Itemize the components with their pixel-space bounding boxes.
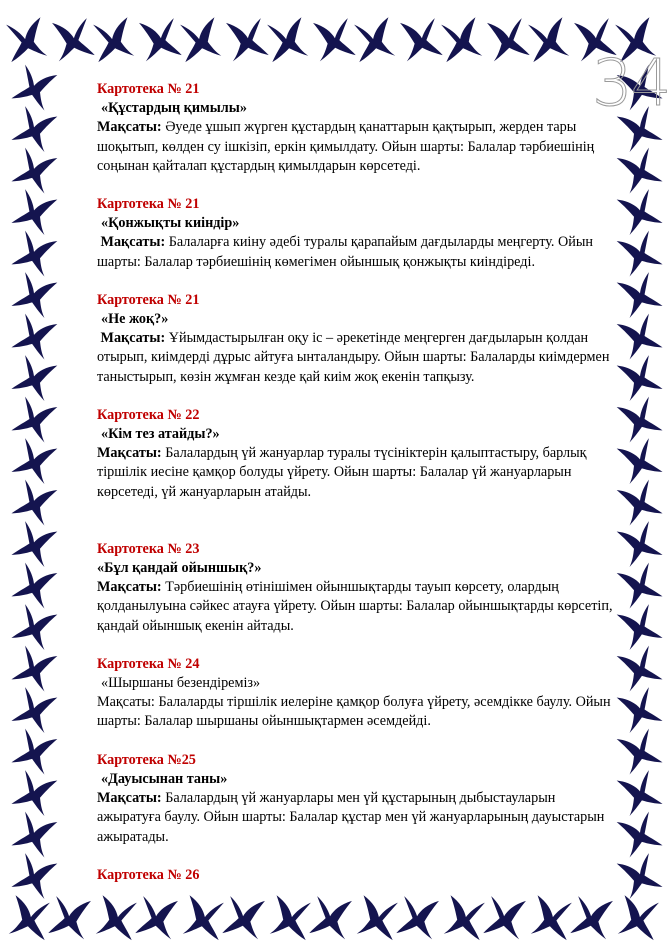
game-name: «Құстардың қимылы» (101, 100, 247, 117)
swallow-icon (617, 188, 663, 235)
swallow-icon (11, 644, 57, 691)
swallow-icon (9, 895, 52, 940)
goal-label: Мақсаты: (100, 234, 166, 251)
goal-label: Мақсаты: (97, 694, 155, 711)
goal-text: Ұйымдастырылған оқу іс – әрекетінде меңгерген дағдыларын қолдан отырып, киімдерді дұрыс айтуға ынталандыру. Ойын шарты: Балаларды киімдермен таныстырып, көзін жұмған кезде қай киім жоқ екенін тапқызу. (97, 330, 610, 385)
swallow-icon (617, 686, 663, 733)
card-title: Картотека № 21 (97, 81, 200, 97)
swallow-icon (617, 520, 663, 567)
card-title: Картотека № 21 (97, 196, 200, 213)
swallow-icon (531, 895, 574, 940)
card-description (97, 444, 617, 502)
swallow-icon (11, 727, 57, 774)
card-title: Картотека №25 (97, 751, 196, 768)
swallow-icon (570, 895, 613, 940)
goal-text: Әуеде ұшып жүрген құстардың қанаттарын қақтырып, жерден тары шоқытып, көлден су ішкізіп, еркін қимылдату. Ойын шарты: Балалар тәрбиешінің соңынан қайталап құстардың қимылдарын көрсетеді. (97, 119, 595, 174)
swallow-icon (183, 895, 226, 940)
swallow-icon (11, 312, 57, 359)
card-entry (97, 291, 617, 387)
goal-label: Мақсаты: (97, 119, 162, 136)
swallow-icon (11, 271, 57, 318)
card-description (97, 789, 617, 847)
card-entry (97, 80, 617, 176)
swallow-icon (353, 17, 396, 62)
card-description (97, 329, 617, 387)
card-title: Картотека № 21 (97, 291, 200, 308)
swallow-icon (309, 895, 352, 940)
swallow-icon (11, 603, 57, 650)
swallow-icon (5, 17, 48, 62)
card-entry (97, 195, 617, 272)
swallow-icon (11, 437, 57, 484)
swallow-icon (139, 17, 182, 62)
card-entry (97, 655, 617, 732)
card-title: Картотека № 24 (97, 655, 200, 672)
swallow-icon (11, 63, 57, 110)
swallow-icon (11, 478, 57, 525)
card-entry (97, 751, 617, 847)
swallow-icon (617, 312, 663, 359)
swallow-icon (617, 644, 663, 691)
swallow-icon (527, 17, 570, 62)
game-name: «Кім тез атайды?» (101, 426, 220, 443)
swallow-icon (226, 17, 269, 62)
swallow-icon (440, 17, 483, 62)
goal-text: Балаларға киіну әдебі туралы қарапайым дағдыларды меңгерту. Ойын шарты: Балалар тәрбиешінің көмегімен ойыншық қонжықты киіндіреді. (97, 234, 593, 270)
swallow-icon (222, 895, 265, 940)
swallow-icon (617, 437, 663, 484)
goal-label: Мақсаты: (100, 330, 166, 347)
game-name: «Қонжықты киіндір» (101, 215, 240, 232)
card-list (97, 80, 617, 885)
card-title: Картотека № 26 (97, 866, 200, 883)
swallow-icon (617, 810, 663, 857)
goal-text: Балаларды тіршілік иелеріне қамқор болуға үйрету, әсемдікке баулу. Ойын шарты: Балалар шыршаны ойыншықтармен әсемдейді. (97, 694, 611, 730)
game-name: «Бұл қандай ойыншық?» (97, 560, 262, 577)
card-entry (97, 540, 617, 636)
swallow-icon (11, 354, 57, 401)
swallow-icon (617, 769, 663, 816)
swallow-icon (11, 520, 57, 567)
swallow-icon (11, 686, 57, 733)
swallow-icon (270, 895, 313, 940)
swallow-icon (617, 852, 663, 899)
goal-text: Балалардың үй жануарлары мен үй құстарының дыбыстауларын ажыратуға баулу. Ойын шарты: Балалар құстар мен үй жануарларының дауыстарын ажыратады. (97, 790, 605, 845)
swallow-icon (617, 229, 663, 276)
swallow-icon (400, 17, 443, 62)
swallow-icon (617, 395, 663, 442)
swallow-icon (617, 561, 663, 608)
swallow-icon (11, 810, 57, 857)
swallow-icon (11, 105, 57, 152)
swallow-icon (617, 603, 663, 650)
goal-label: Мақсаты: (97, 445, 162, 462)
goal-label: Мақсаты: (97, 579, 162, 596)
swallow-icon (92, 17, 135, 62)
goal-text: Тәрбиешінің өтінішімен ойыншықтарды тауып көрсету, олардың қолданылуына сәйкес атауға үйрету. Ойын шарты: Балалар ойыншықтарды көрсетіп, қандай ойыншық екенін айтады. (97, 579, 613, 634)
swallow-icon (11, 188, 57, 235)
page-number: 34 (592, 47, 670, 121)
swallow-icon (48, 895, 91, 940)
card-description (97, 578, 617, 636)
swallow-icon (617, 727, 663, 774)
swallow-icon (179, 17, 222, 62)
swallow-icon (11, 852, 57, 899)
swallow-icon (11, 769, 57, 816)
card-entry (97, 866, 617, 885)
swallow-icon (487, 17, 530, 62)
swallow-icon (266, 17, 309, 62)
game-name: «Шыршаны безендіреміз» (101, 675, 261, 692)
game-name: «Не жоқ?» (101, 311, 169, 328)
card-description (97, 233, 617, 271)
game-name: «Дауысынан таны» (101, 770, 228, 787)
swallow-icon (617, 271, 663, 318)
swallow-icon (617, 354, 663, 401)
goal-text: Балалардың үй жануарлар туралы түсініктерін қалыптастыру, барлық тіршілік иесіне қамқор болуды үйрету. Ойын шарты: Балалар үй жануарларын көрсетеді, үй жануарларын атайды. (97, 445, 587, 500)
swallow-icon (444, 895, 487, 940)
swallow-icon (313, 17, 356, 62)
card-description (97, 693, 617, 731)
card-description (97, 118, 617, 176)
swallow-icon (483, 895, 526, 940)
swallow-icon (618, 895, 661, 940)
swallow-icon (357, 895, 400, 940)
swallow-icon (52, 17, 95, 62)
swallow-icon (617, 146, 663, 193)
card-title: Картотека № 23 (97, 540, 200, 557)
swallow-icon (11, 395, 57, 442)
swallow-icon (617, 478, 663, 525)
swallow-icon (396, 895, 439, 940)
swallow-icon (11, 229, 57, 276)
goal-label: Мақсаты: (97, 790, 162, 807)
card-entry (97, 406, 617, 502)
swallow-icon (11, 146, 57, 193)
card-title: Картотека № 22 (97, 406, 200, 423)
swallow-icon (11, 561, 57, 608)
swallow-icon (96, 895, 139, 940)
swallow-icon (135, 895, 178, 940)
